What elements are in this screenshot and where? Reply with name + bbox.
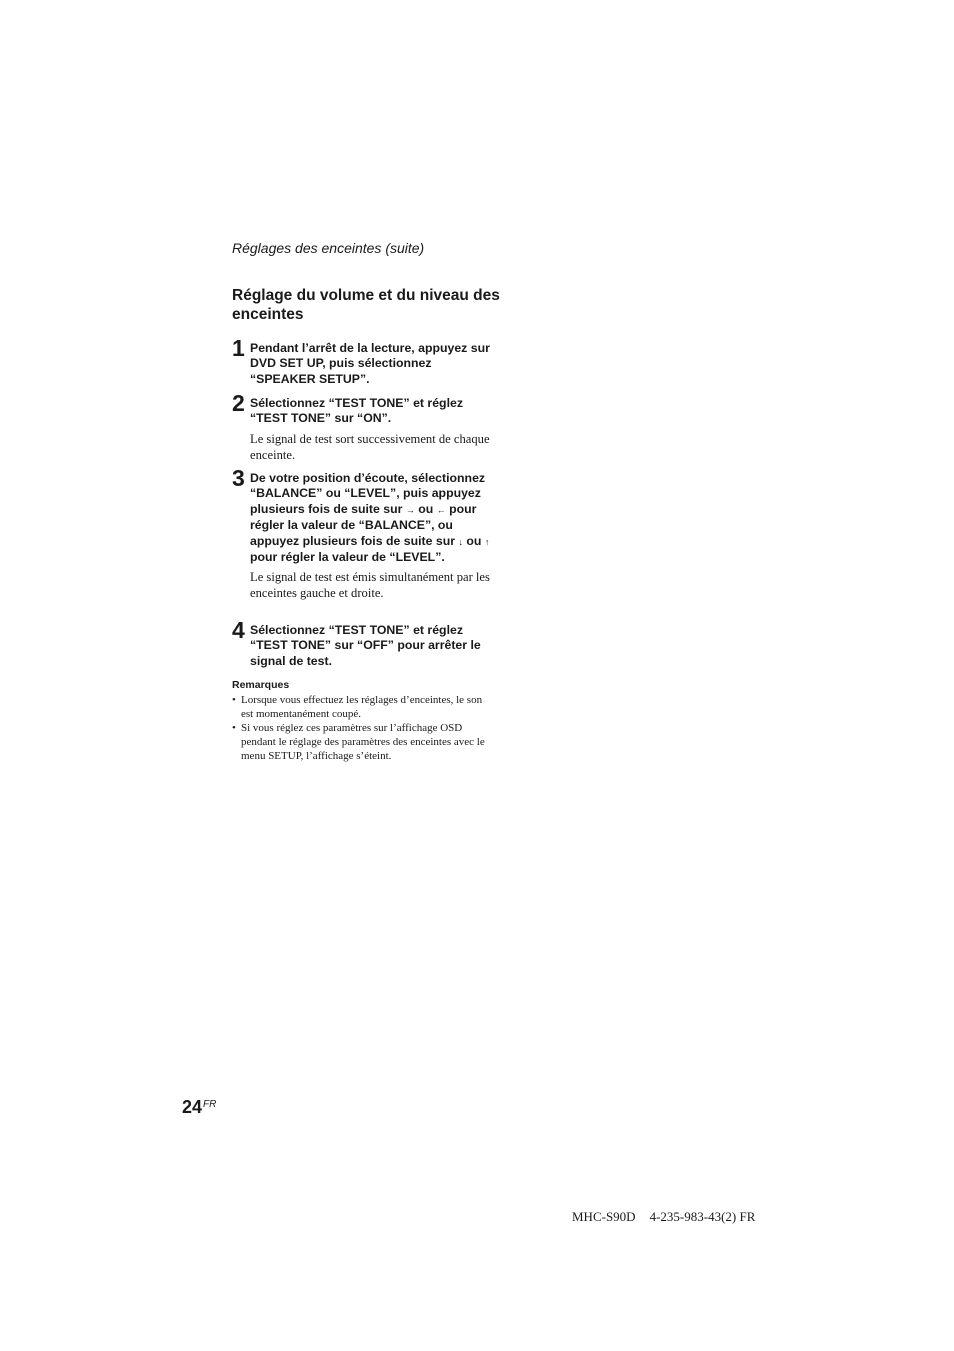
remarks [232, 679, 494, 763]
instruction-text: ou [418, 501, 434, 516]
footer-model: MHC-S90D [572, 1209, 636, 1224]
instruction-text: ou [466, 533, 482, 548]
arrow-down-icon: ↓ [458, 536, 463, 547]
step-instruction [250, 471, 494, 565]
instruction-text: De votre position d’écoute, sélectionnez “BALANCE” ou “LEVEL”, puis appuyez plusieurs fois de suite sur [250, 471, 486, 516]
arrow-left-icon: ← [436, 504, 446, 515]
section-title: Réglage du volume et du niveau des enceintes [232, 287, 500, 323]
step-instruction: Sélectionnez “TEST TONE” et réglez “TEST TONE” sur “ON”. [250, 396, 463, 426]
step-3 [232, 465, 494, 601]
remarks-title: Remarques [232, 679, 290, 691]
running-head: Réglages des enceintes (suite) [232, 240, 425, 256]
instruction-text: pour régler la valeur de “LEVEL”. [250, 550, 445, 565]
page-number-suffix: FR [203, 1099, 217, 1110]
step-instruction: Pendant l’arrêt de la lecture, appuyez sur DVD SET UP, puis sélectionnez “SPEAKER SETUP”. [250, 341, 490, 386]
step-number: 4 [232, 617, 245, 643]
remark-item [232, 721, 494, 763]
footer-code: 4-235-983-43(2) FR [649, 1209, 756, 1224]
step-number: 1 [232, 335, 245, 361]
page-number [182, 1097, 216, 1118]
remark-text: Si vous réglez ces paramètres sur l’affichage OSD pendant le réglage des paramètres des enceintes avec le menu SETUP, l’affichage s’éteint. [241, 722, 485, 762]
step-note: Le signal de test sort successivement de chaque enceinte. [250, 431, 490, 462]
step-number: 2 [232, 390, 245, 416]
arrow-right-icon: → [405, 504, 415, 515]
bullet-icon: • [232, 694, 236, 706]
step-note: Le signal de test est émis simultanément par les enceintes gauche et droite. [250, 570, 490, 601]
step-2 [232, 390, 494, 463]
step-1 [232, 335, 494, 387]
arrow-up-icon: ↑ [484, 536, 490, 547]
bullet-icon: • [232, 722, 236, 734]
instruction-text: pour régler la valeur de “BALANCE”, ou appuyez plusieurs fois de suite sur [250, 501, 477, 548]
remark-text: Lorsque vous effectuez les réglages d’enceintes, le son est momentanément coupé. [241, 694, 483, 720]
step-4 [232, 617, 494, 669]
remark-item [232, 693, 494, 721]
step-instruction: Sélectionnez “TEST TONE” et réglez “TEST TONE” sur “OFF” pour arrêter le signal de test. [250, 623, 481, 668]
page-number-value: 24 [182, 1097, 203, 1117]
footer [572, 1209, 755, 1225]
step-number: 3 [232, 465, 245, 491]
